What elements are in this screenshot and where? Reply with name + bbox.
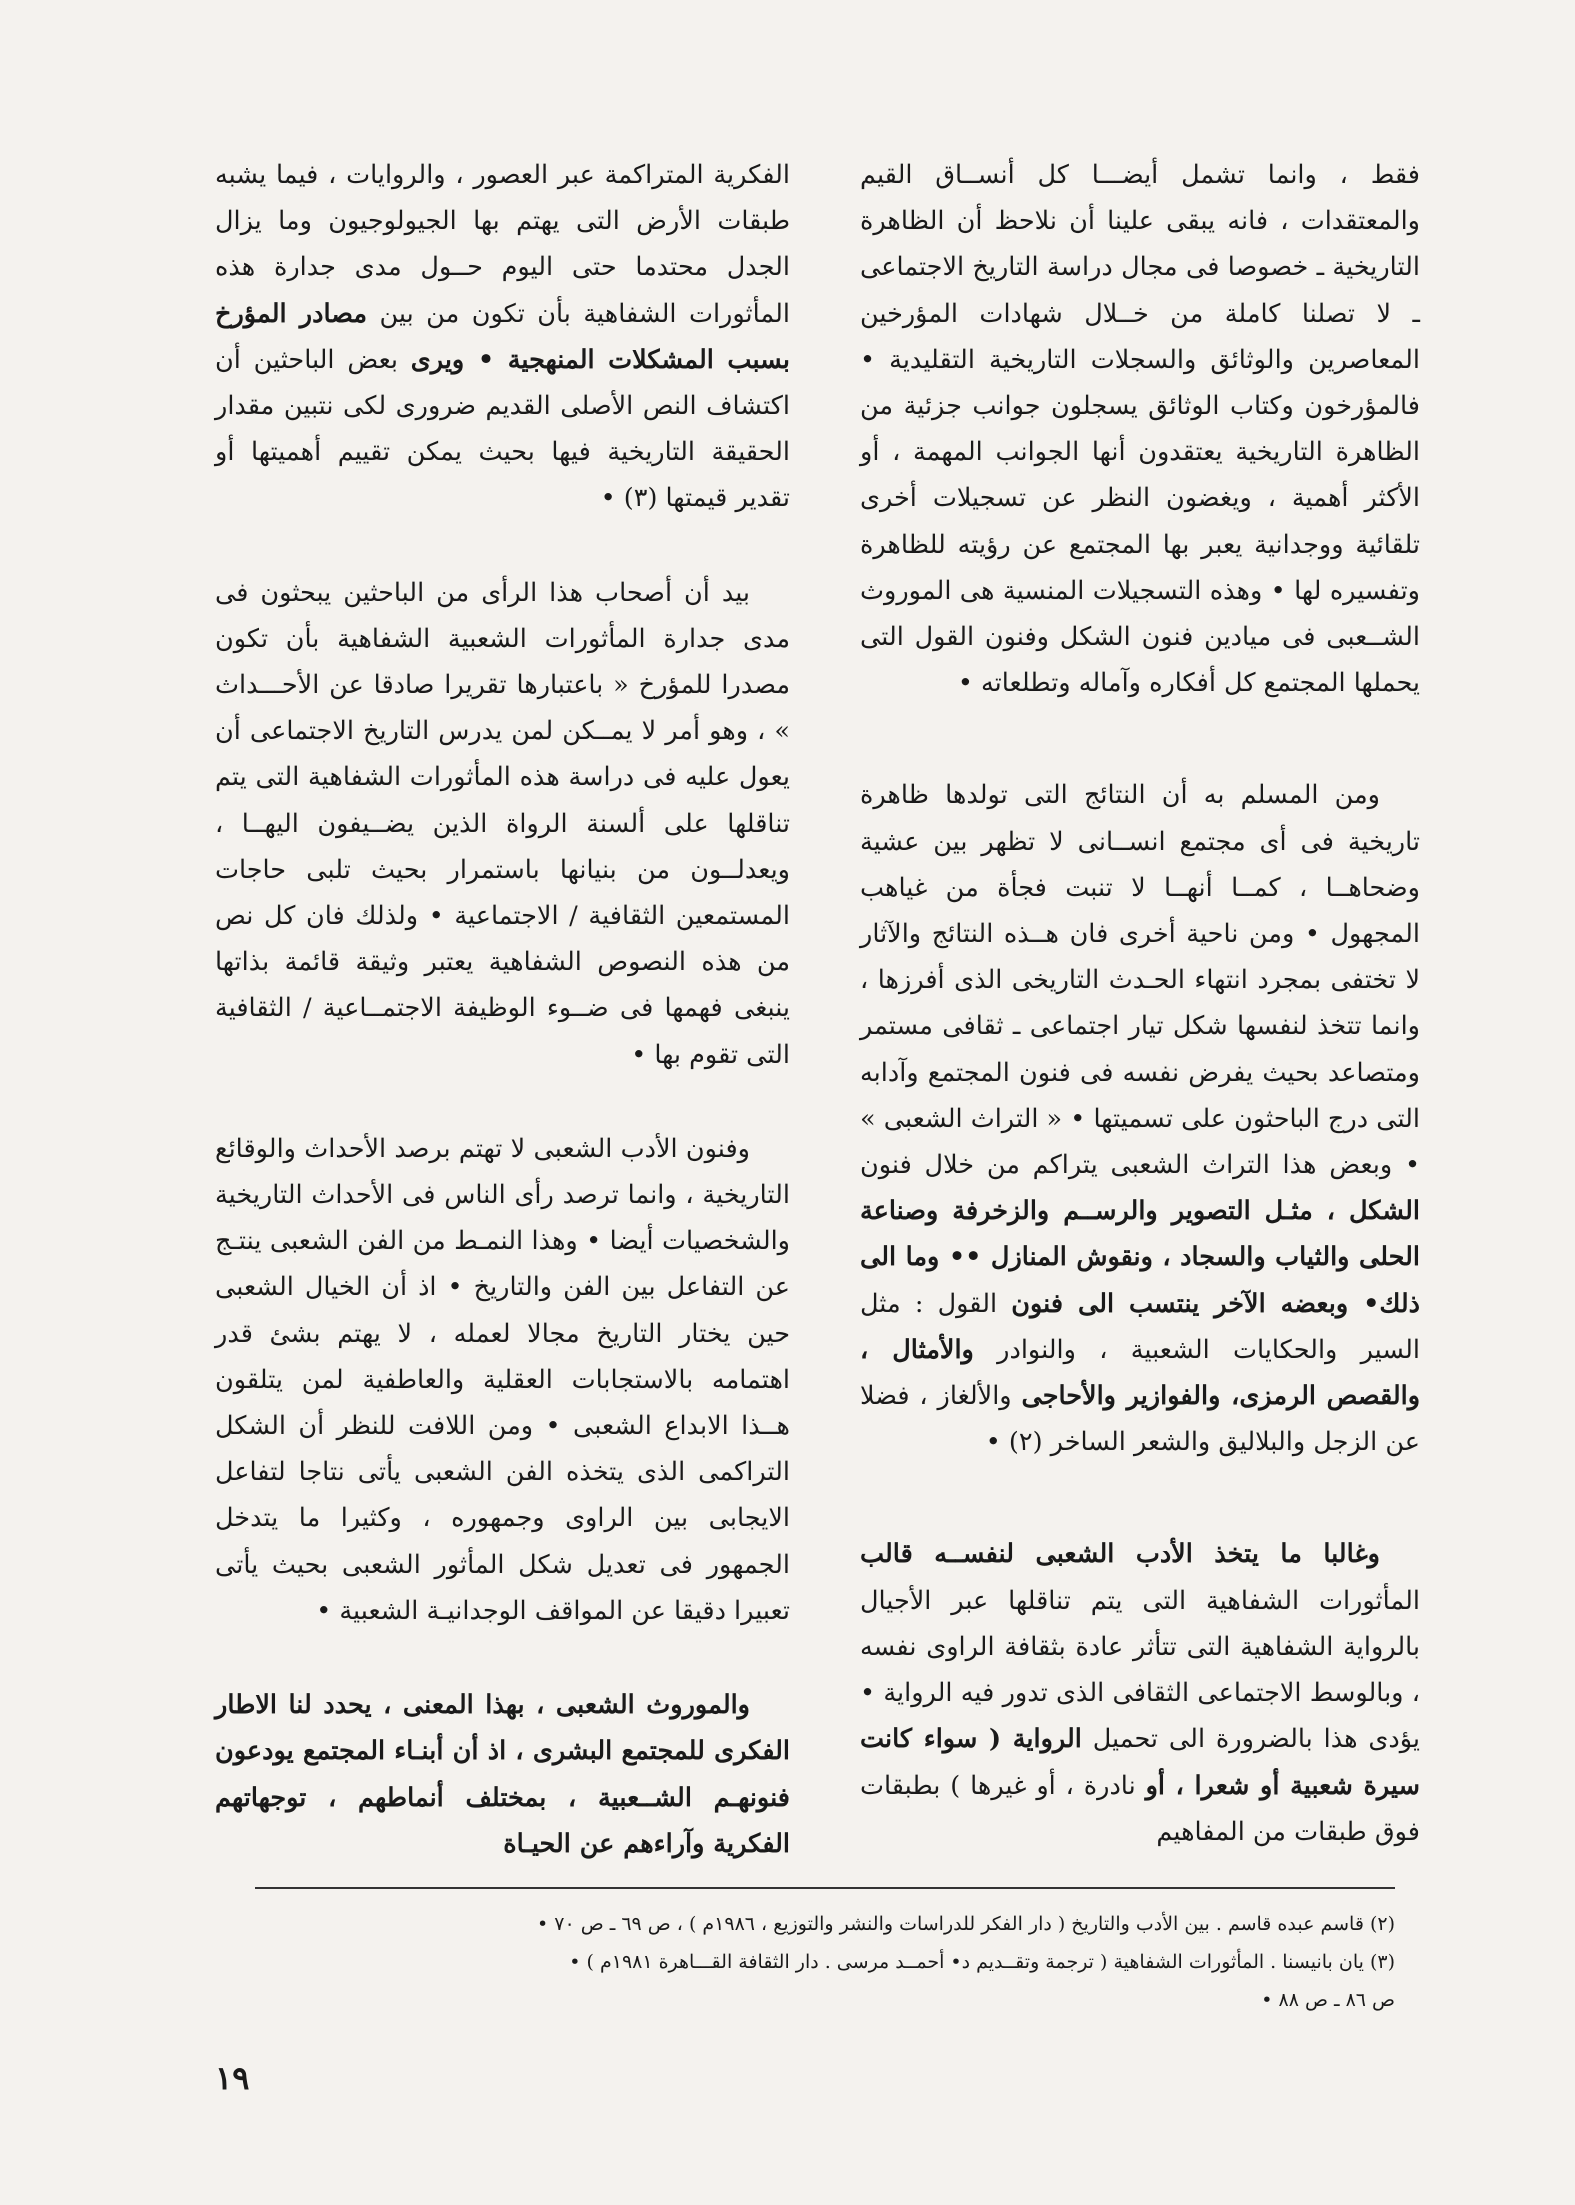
left-paragraph-1-text-c: بعض الباحثين أن اكتشاف النص الأصلى القديم ضرورى لكى نتبين مقدار الحقيقة التاريخية فيها بحيث يمكن تقييم أهميتها أو تقدير قيمتها (٣) • <box>215 344 790 514</box>
right-paragraph-2-bold-d: والأمثال ، والقصص الرمزى، والفوازير والأحاجى <box>860 1334 1421 1412</box>
right-paragraph-3-bold-c: الرواية ( سواء كانت سيرة شعبية أو شعرا ، أو <box>860 1724 1420 1801</box>
left-paragraph-4 <box>215 1682 790 1867</box>
footnote-separator <box>255 1887 1395 1889</box>
right-paragraph-3-text-b: المأثورات الشفاهية التى يتم تناقلها عبر الأجيال بالرواية الشفاهية التى تتأثر عادة بثقافة الراوى نفسه ، وبالوسط الاجتماعى الثقافى الذى تدور فيه الرواية • يؤدى هذا بالضرورة الى تحميل <box>860 1585 1421 1755</box>
left-paragraph-1 <box>215 152 790 522</box>
left-paragraph-3: وفنون الأدب الشعبى لا تهتم برصد الأحداث والوقائع التاريخية ، وانما ترصد رأى الناس فى الأحداث التاريخية والشخصيات أيضا • وهذا النمـط من الفن الشعبى ينتـج عن التفاعل بين الفن والتاريخ • اذ أن الخيال الشعبى حين يختار التاريخ مجالا لعمله ، لا يهتم بشئ قدر اهتمامه بالاستجابات العقلية والعاطفية لمن يتلقون هــذا الابداع الشعبى • ومن اللافت للنظر أن الشكل التراكمى الذى يتخذه الفن الشعبى يأتى نتاجا لتفاعل الايجابى بين الراوى وجمهوره ، وكثيرا ما يتدخل الجمهور فى تعديل شكل المأثور الشعبى بحيث يأتى تعبيرا دقيقا عن المواقف الوجدانيـة الشعبية • <box>215 1133 790 1626</box>
footnote-2: (٢) قاسم عبده قاسم . بين الأدب والتاريخ ( دار الفكر للدراسات والنشر والتوزيع ، ١٩٨٦م ) ، ص ٦٩ ـ ص ٧٠ • <box>536 1913 1395 1935</box>
right-paragraph-2-text-e: والألغاز ، فضلا عن الزجل والبلاليق والشعر الساخر (٢) • <box>860 1381 1420 1458</box>
right-paragraph-3 <box>860 1531 1420 1854</box>
left-paragraph-1-bold-b: مصادر المؤرخ بسبب المشكلات المنهجية • ويرى <box>215 298 790 375</box>
footnotes <box>255 1905 1395 2019</box>
right-paragraph-3-bold-a: وغالبا ما يتخذ الأدب الشعبى لنفســه قالب <box>860 1539 1380 1570</box>
left-column <box>215 152 790 1867</box>
page-number: ١٩ <box>215 2059 250 2097</box>
footnote-3: (٣) يان بانيسنا . المأثورات الشفاهية ( ترجمة وتقــديم د• أحمــد مرسى . دار الثقافة القـــاهرة ١٩٨١م ) • <box>569 1951 1395 1973</box>
footnote-3-pages: ص ٨٦ ـ ص ٨٨ • <box>1261 1989 1395 2011</box>
right-paragraph-2-text-c: القول : مثل السير والحكايات الشعبية ، والنوادر <box>860 1288 1420 1365</box>
right-paragraph-2-bold-b: الشكل ، مثـل التصوير والرســم والزخرفة وصناعة الحلى والثياب والسجاد ، ونقوش المنازل •• وما الى ذلك• وبعضه الآخر ينتسب الى فنون <box>860 1196 1420 1319</box>
right-column <box>860 152 1420 1855</box>
right-paragraph-2-text-a: ومن المسلم به أن النتائج التى تولدها ظاهرة تاريخية فى أى مجتمع انســانى لا تظهر بين عشية وضحاهــا ، كمــا أنهــا لا تنبت فجأة من غياهب المجهول • ومن ناحية أخرى فان هــذه النتائج والآثار لا تختفى بمجرد انتهاء الحـدث التاريخى الذى أفرزها ، وانما تتخذ لنفسها شكل تيار اجتماعى ـ ثقافى مستمر ومتصاعد بحيث يفرض نفسه فى فنون المجتمع وآدابه التى درج الباحثون على تسميتها • « التراث الشعبى » • وبعض هذا التراث الشعبى يتراكم من خلال فنون <box>860 780 1420 1181</box>
right-paragraph-1: فقط ، وانما تشمل أيضـــا كل أنســاق القيم والمعتقدات ، فانه يبقى علينا أن نلاحظ أن الظاهرة التاريخية ـ خصوصا فى مجال دراسة التاريخ الاجتماعى ـ لا تصلنا كاملة من خــلال شهادات المؤرخين المعاصرين والوثائق والسجلات التاريخية التقليدية • فالمؤرخون وكتاب الوثائق يسجلون جوانب جزئية من الظاهرة التاريخية يعتقدون أنها الجوانب المهمة ، أو الأكثر أهمية ، ويغضون النظر عن تسجيلات أخرى تلقائية ووجدانية يعبر بها المجتمع عن رؤيته للظاهرة وتفسيره لها • وهذه التسجيلات المنسية هى الموروث الشــعبى فى ميادين فنون الشكل وفنون القول التى يحملها المجتمع كل أفكاره وآماله وتطلعاته • <box>860 160 1420 699</box>
right-paragraph-3-text-d: نادرة ، أو غيرها ) بطبقات فوق طبقات من المفاهيم <box>860 1770 1420 1847</box>
right-paragraph-2 <box>860 772 1420 1465</box>
left-paragraph-2: بيد أن أصحاب هذا الرأى من الباحثين يبحثون فى مدى جدارة المأثورات الشعبية الشفاهية بأن تكون مصدرا للمؤرخ « باعتبارها تقريرا صادقا عن الأحـــداث » ، وهو أمر لا يمــكن لمن يدرس التاريخ الاجتماعى أن يعول عليه فى دراسة هذه المأثورات الشفاهية التى يتم تناقلها على ألسنة الرواة الذين يضــيفون اليهــا ، ويعدلــون من بنيانها باستمرار بحيث تلبى حاجات المستمعين الثقافية / الاجتماعية • ولذلك فان كل نص من هذه النصوص الشفاهية يعتبر وثيقة قائمة بذاتها ينبغى فهمها فى ضــوء الوظيفة الاجتمــاعية / الثقافية التى تقوم بها • <box>215 577 790 1070</box>
left-paragraph-4-bold: والموروث الشعبى ، بهذا المعنى ، يحدد لنا الاطار الفكرى للمجتمع البشرى ، اذ أن أبنـاء المجتمع يودعون فنونهـم الشــعبية ، بمختلف أنماطهم ، توجهاتهم الفكرية وآراءهم عن الحيـاة <box>215 1690 790 1859</box>
left-paragraph-1-text-a: الفكرية المتراكمة عبر العصور ، والروايات ، فيما يشبه طبقات الأرض التى يهتم بها الجيولوجيون وما يزال الجدل محتدما حتى اليوم حــول مدى جدارة هذه المأثورات الشفاهية بأن تكون من بين <box>215 160 790 329</box>
